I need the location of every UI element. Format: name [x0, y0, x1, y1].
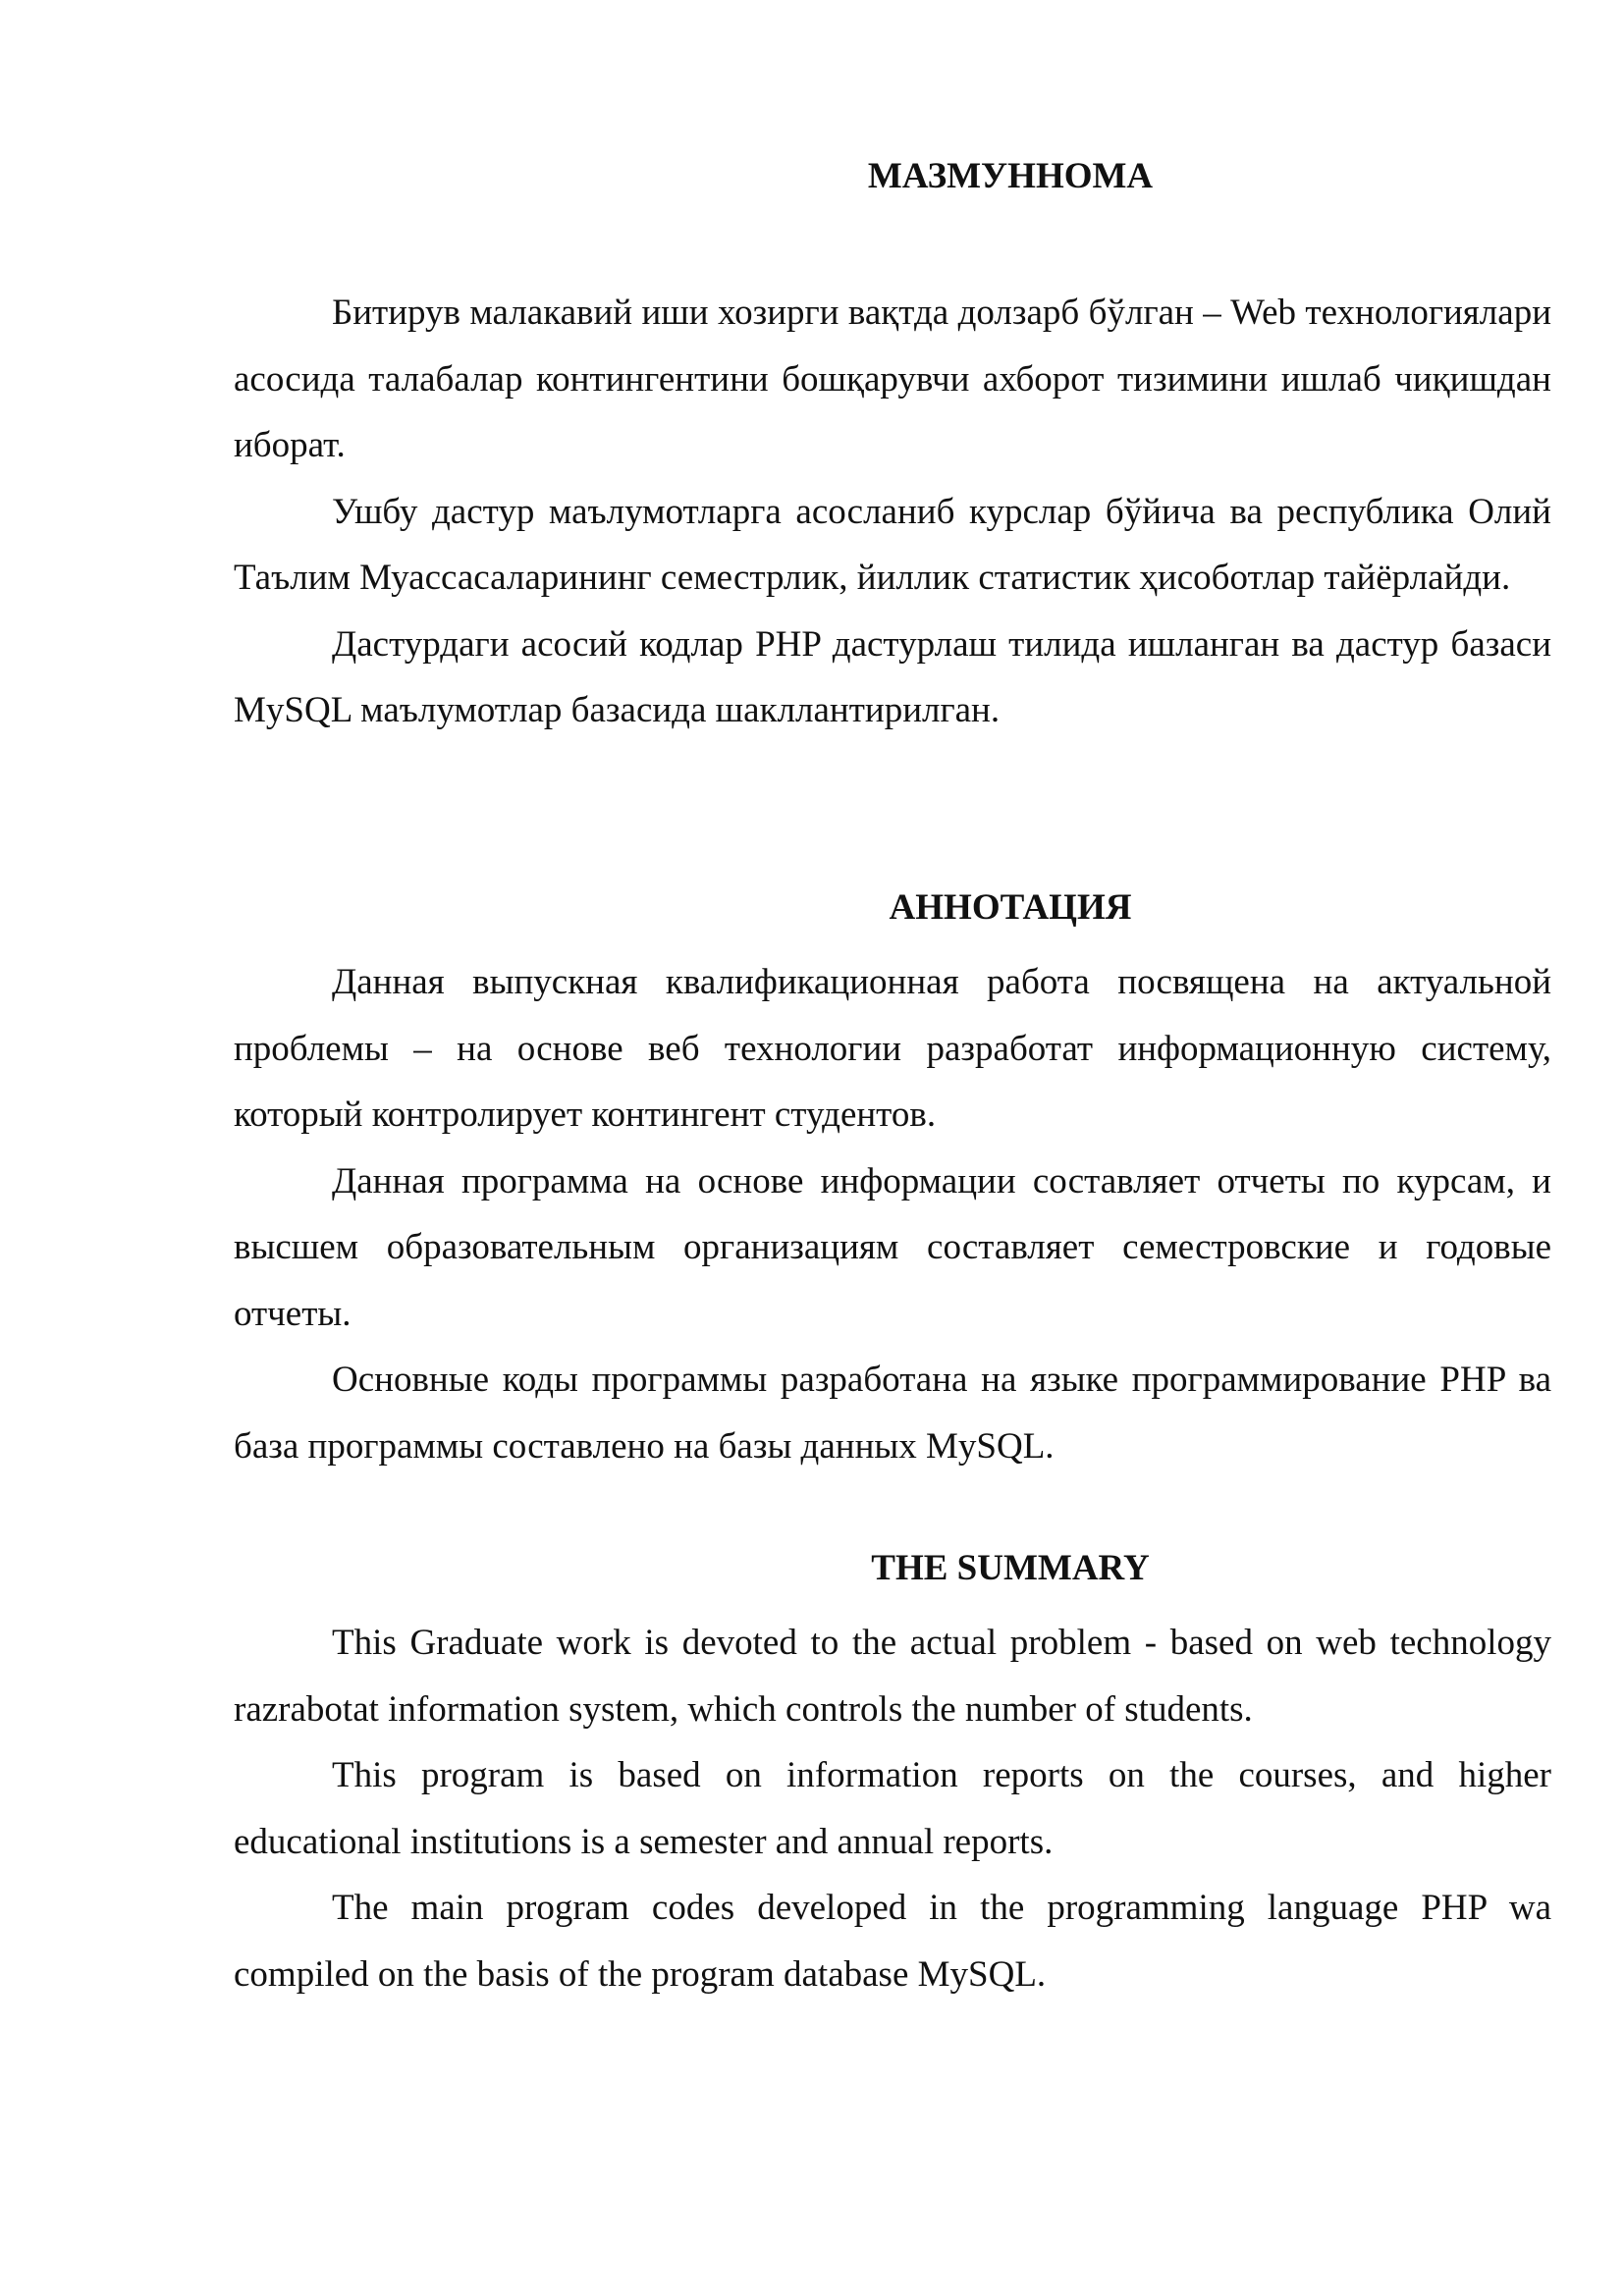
paragraph: This Graduate work is devoted to the actual problem - based on web technology razrabotat information system, which controls the number of students.: [234, 1623, 1551, 1730]
section-body: [234, 949, 1551, 1479]
paragraph: Данная программа на основе информации составляет отчеты по курсам, и высшем образовательным организациям составляет семестровские и годовые отчеты.: [234, 1160, 1551, 1334]
section-summary: [234, 1548, 1551, 1995]
paragraph: Данная выпускная квалификационная работа посвящена на актуальной проблемы – на основе веб технологии разработат информационную систему, который контролирует контингент студентов.: [234, 962, 1551, 1135]
paragraph: This program is based on information reports on the courses, and higher educational institutions is a semester and annual reports.: [234, 1755, 1551, 1862]
paragraph: Дастурдаги асосий кодлар PHP дастурлаш тилида ишланган ва дастур базаси MySQL маълумотлар базасида шакллантирилган.: [234, 623, 1551, 730]
paragraph: Ушбу дастур маълумотларга асосланиб курслар бўйича ва республика Олий Таълим Муассасаларининг семестрлик, йиллик статистик ҳисоботлар тайёрлайди.: [234, 491, 1551, 598]
paragraph: Битирув малакавий иши хозирги вақтда долзарб бўлган – Web технологиялари асосида талабалар контингентини бошқарувчи ахборот тизимини ишлаб чиқишдан иборат.: [234, 293, 1551, 465]
section-title: АННОТАЦИЯ: [889, 887, 1132, 928]
paragraph: The main program codes developed in the programming language PHP wa compiled on the basis of the program database MySQL.: [234, 1888, 1551, 1995]
section-body: [234, 280, 1551, 744]
section-title: МАЗМУННОМА: [867, 156, 1154, 196]
paragraph: Основные коды программы разработана на языке программирование PHP ва база программы составлено на базы данных MySQL.: [234, 1360, 1551, 1467]
section-body: [234, 1610, 1551, 2007]
section-title: THE SUMMARY: [871, 1548, 1150, 1588]
section-mazmunnoma: [234, 156, 1551, 730]
section-annotation: [234, 887, 1551, 1467]
